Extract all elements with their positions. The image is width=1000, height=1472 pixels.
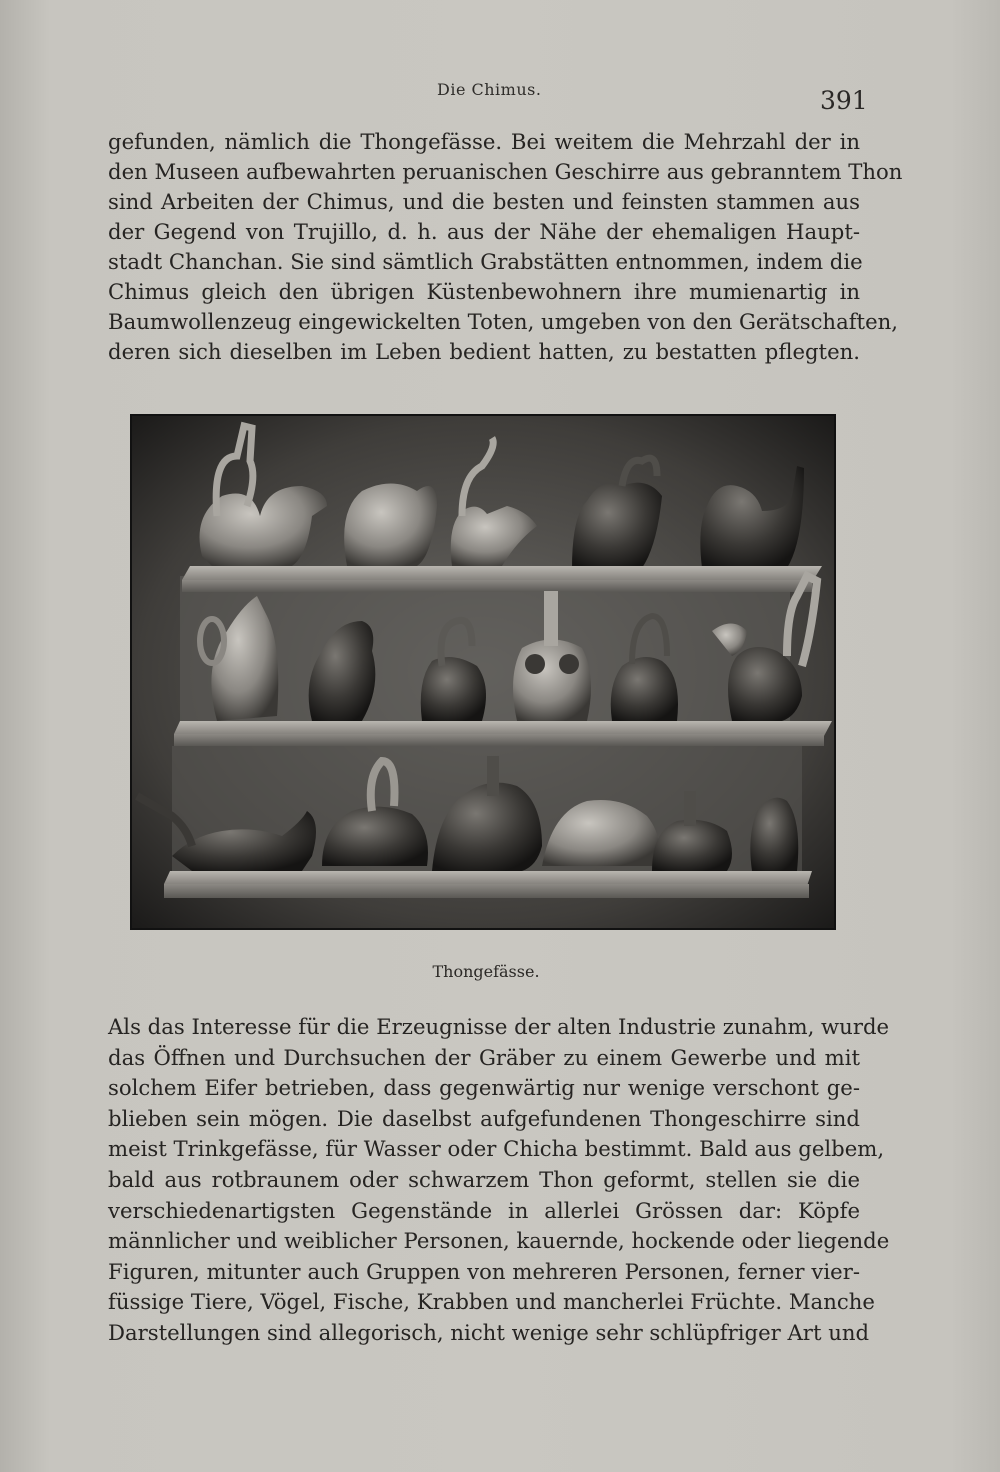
text-line: meist Trinkgefässe, für Wasser oder Chicha bestimmt. Bald aus gelbem, — [108, 1136, 885, 1162]
page-header — [0, 76, 1000, 116]
text-line: solchem Eifer betrieben, dass gegenwärtig nur wenige verschont ge- — [108, 1075, 860, 1101]
text-line: bald aus rotbraunem oder schwarzem Thon geformt, stellen sie die — [108, 1166, 860, 1192]
text-line: füssige Tiere, Vögel, Fische, Krabben und mancherlei Früchte. Manche — [108, 1289, 875, 1315]
text-line: Als das Interesse für die Erzeugnisse der alten Industrie zunahm, wurde — [108, 1014, 890, 1039]
text-line: Baumwollenzeug eingewickelten Toten, umgeben von den Gerätschaften, — [108, 309, 898, 334]
text-line: männlicher und weiblicher Personen, kauernde, hockende oder liegende — [108, 1228, 890, 1254]
text-line: gefunden, nämlich die Thongefässe. Bei weitem die Mehrzahl der in — [108, 129, 860, 154]
figure-caption — [0, 962, 1000, 981]
paragraph-1 — [108, 127, 903, 367]
text-line: verschiedenartigsten Gegenstände in allerlei Grössen dar: Köpfe — [108, 1197, 860, 1223]
text-line: das Öffnen und Durchsuchen der Gräber zu einem Gewerbe und mit — [108, 1044, 860, 1070]
text-line: deren sich dieselben im Leben bedient hatten, zu bestatten pflegten. — [108, 339, 860, 364]
pottery-photograph — [130, 414, 836, 930]
text-line: den Museen aufbewahrten peruanischen Geschirre aus gebranntem Thon — [108, 159, 903, 184]
paragraph-2 — [108, 1012, 890, 1349]
text-line: stadt Chanchan. Sie sind sämtlich Grabstätten entnommen, indem die — [108, 249, 863, 274]
text-line: Figuren, mitunter auch Gruppen von mehreren Personen, ferner vier- — [108, 1258, 860, 1284]
running-title: Die Chimus. — [437, 80, 542, 99]
caption-text: Thongefässe. — [432, 962, 540, 981]
pottery-shelves-illustration — [132, 416, 834, 928]
text-line: der Gegend von Trujillo, d. h. aus der Nähe der ehemaligen Haupt- — [108, 219, 860, 244]
text-line: blieben sein mögen. Die daselbst aufgefundenen Thongeschirre sind — [108, 1105, 860, 1131]
text-line: Chimus gleich den übrigen Küstenbewohnern ihre mumienartig in — [108, 279, 860, 304]
page-number: 391 — [820, 86, 868, 115]
text-line: sind Arbeiten der Chimus, und die besten und feinsten stammen aus — [108, 189, 860, 214]
text-line: Darstellungen sind allegorisch, nicht wenige sehr schlüpfriger Art und — [108, 1319, 870, 1345]
